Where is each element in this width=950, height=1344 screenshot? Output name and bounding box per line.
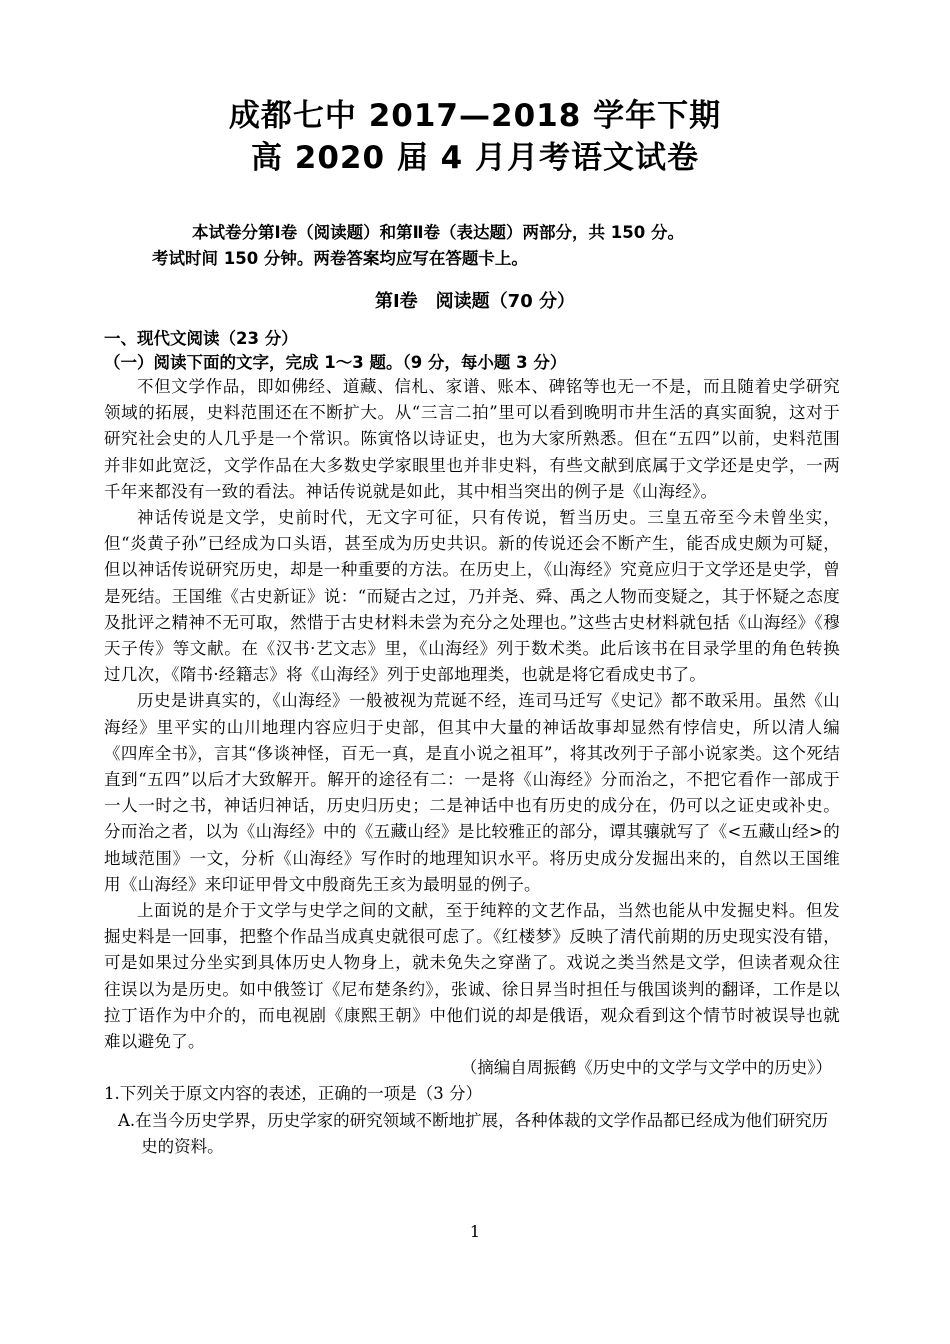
passage-paragraph: 上面说的是介于文学与史学之间的文献，至于纯粹的文艺作品，当然也能从中发掘史料。但发掘史料是一回事，把整个作品当成真史就很可虑了。《红楼梦》反映了清代前期的历史现实没有错，可是如果过分坐实到具体历史人物身上，就未免失之穿凿了。戏说之类当然是文学，但读者观众往往误以为是历史。如中俄签订《尼布楚条约》，张诚、徐日昇当时担任与俄国谈判的翻译，工作是以拉丁语作为中介的，而电视剧《康熙王朝》中他们说的却是俄语，观众看到这个情节时被误导也就难以避免了。 [104,901,840,1052]
exam-title-line2: 高 2020 届 4 月月考语文试卷 [250,140,700,176]
passage-paragraph: 神话传说是文学，史前时代，无文字可征，只有传说，暂当历史。三皇五帝至今未曾坐实，但“炎黄子孙”已经成为口头语，甚至成为历史共识。新的传说还会不断产生，能否成史颇为可疑，但以神话传说研究历史，却是一种重要的方法。在历史上，《山海经》究竟应归于文学还是史学，曾是死结。王国维《古史新证》说：“而疑古之过，乃并尧、舜、禹之人物而变疑之，其于怀疑之态度及批评之精神不无可取，然惜于古史材料未尝为充分之处理也。”这些古史材料就包括《山海经》《穆天子传》等文献。在《汉书·艺文志》里，《山海经》列于数术类。此后该书在目录学里的角色转换过几次，《隋书·经籍志》将《山海经》列于史部地理类，也就是将它看成史书了。 [104,508,840,685]
page-number: 1 [469,1222,481,1241]
section-heading: 一、现代文阅读（23 分） [104,329,298,348]
passage-source: （摘编自周振鹤《历史中的文学与文学中的历史》） [460,1058,832,1078]
reading-passage [104,374,840,1160]
exam-title-line1: 成都七中 2017—2018 学年下期 [228,98,722,134]
passage-paragraph: 不但文学作品，即如佛经、道藏、信札、家谱、账本、碑铭等也无一不是，而且随着史学研究领域的拓展，史料范围还在不断扩大。从“三言二拍”里可以看到晚明市井生活的真实面貌，这对于研究社会史的人几乎是一个常识。陈寅恪以诗证史，也为大家所熟悉。但在“五四”以前，史料范围并非如此宽泛，文学作品在大多数史学家眼里也并非史料，有些文献到底属于文学还是史学，一两千年来都没有一致的看法。神话传说就是如此，其中相当突出的例子是《山海经》。 [104,377,840,501]
question-stem: 1.下列关于原文内容的表述，正确的一项是（3 分） [104,1084,482,1104]
volume-title: 第Ⅰ卷 阅读题（70 分） [374,291,575,312]
passage-paragraph: 历史是讲真实的，《山海经》一般被视为荒诞不经，连司马迁写《史记》都不敢采用。虽然《山海经》里平实的山川地理内容应归于史部，但其中大量的神话故事却显然有悖信史，所以清人编《四库全书》，言其“侈谈神怪，百无一真，是直小说之祖耳”，将其改列于子部小说家类。这个死结直到“五四”以后才大致解开。解开的途径有二：一是将《山海经》分而治之，不把它看作一部成于一人一时之书，神话归神话，历史归历史；二是神话中也有历史的成分在，仍可以之证史或补史。分而治之者，以为《山海经》中的《五藏山经》是比较雅正的部分，谭其骧就写了《<五藏山经>的地域范围》一文，分析《山海经》写作时的地理知识水平。将历史成分发掘出来的，自然以王国维用《山海经》来印证甲骨文中殷商先王亥为最明显的例子。 [104,691,840,894]
intro-line2: 考试时间 150 分钟。两卷答案均应写在答题卡上。 [152,249,528,268]
intro-line1: 本试卷分第Ⅰ卷（阅读题）和第Ⅱ卷（表达题）两部分，共 150 分。 [192,223,684,242]
section-subheading: （一）阅读下面的文字，完成 1～3 题。（9 分，每小题 3 分） [104,353,567,372]
question-option-a: A.在当今历史学界，历史学家的研究领域不断地扩展，各种体裁的文学作品都已经成为他们研究历史的资料。 [118,1110,829,1156]
